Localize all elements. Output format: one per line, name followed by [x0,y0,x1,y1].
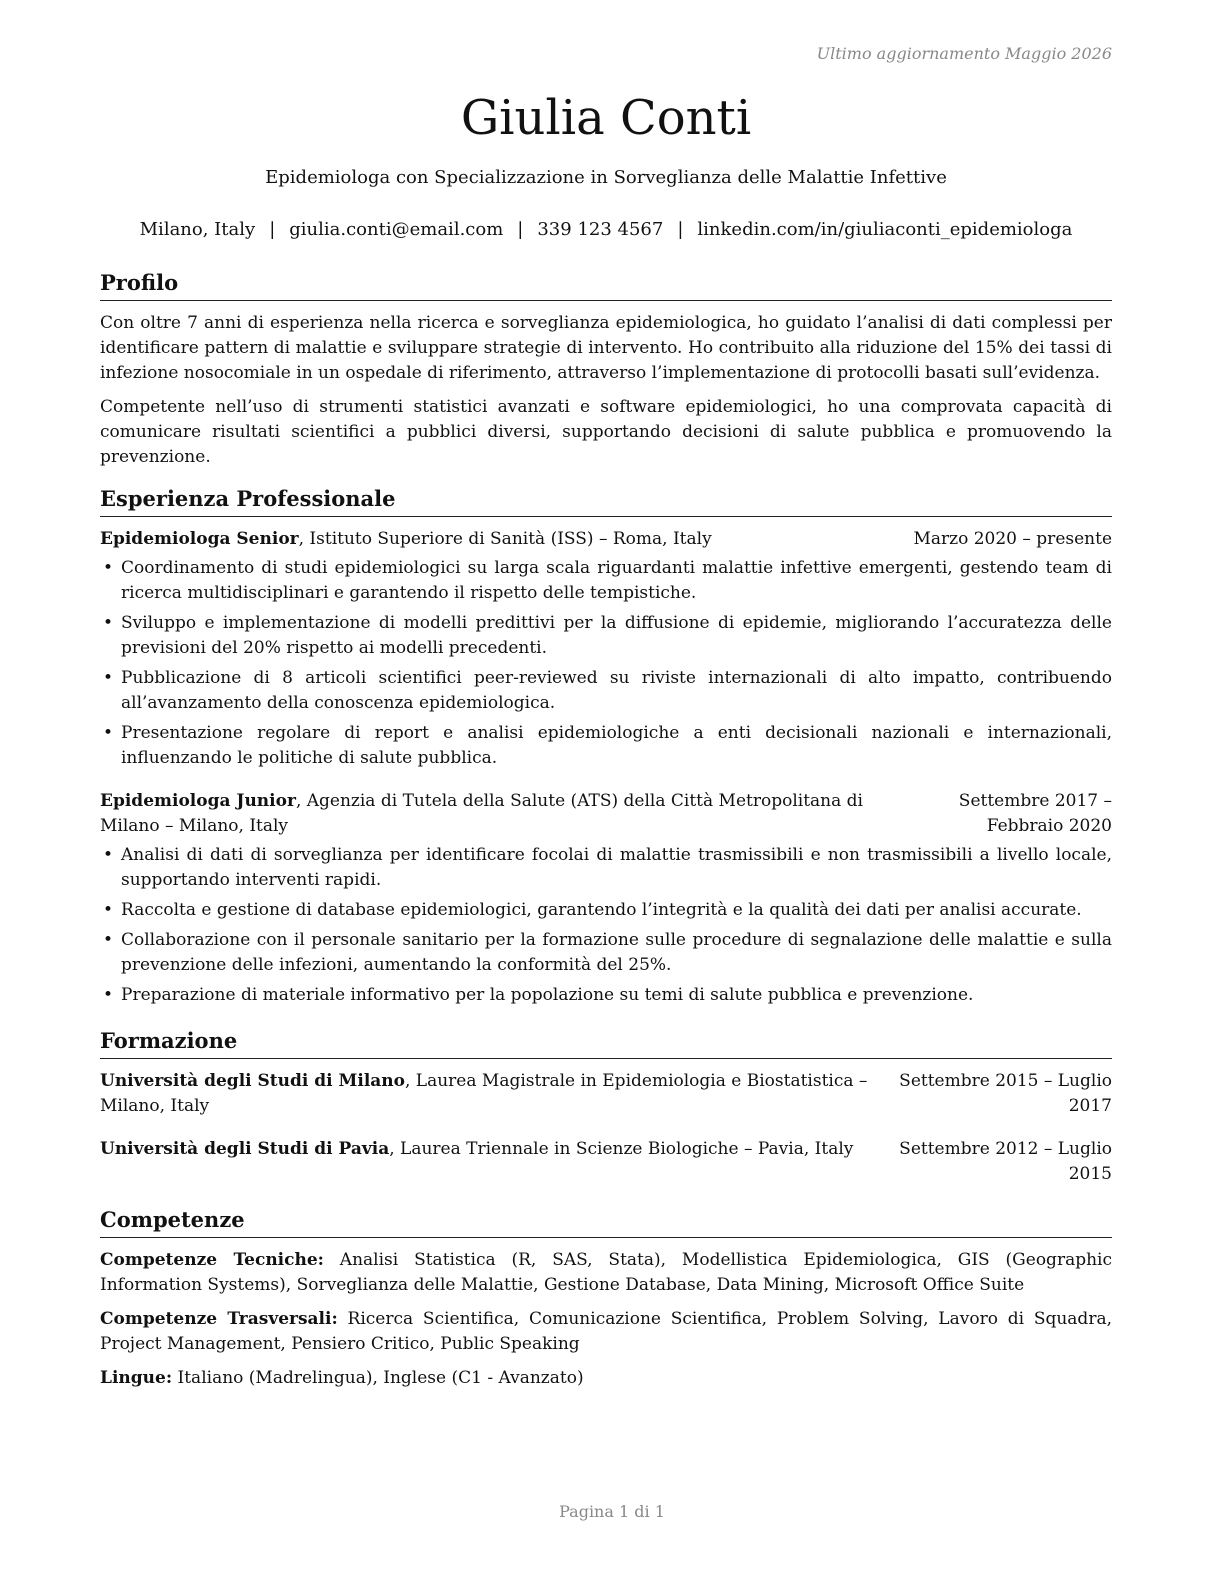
page-number: Pagina 1 di 1 [559,1502,665,1521]
education-entry [100,1137,1112,1187]
skill-label: Competenze Trasversali: [100,1309,338,1329]
education-dates: Settembre 2012 – Luglio 2015 [899,1139,1112,1184]
education-info [100,1069,872,1119]
job-role [100,789,884,839]
contact-separator: | [517,219,524,240]
contact-phone: 339 123 4567 [537,219,664,240]
list-item: • Coordinamento di studi epidemiologici su larga scala riguardanti malattie infettive emergenti, gestendo team di ricerca multidisciplinari e garantendo il rispetto delle tempistiche. [100,556,1112,606]
contact-separator: | [677,219,684,240]
education-school: Università degli Studi di Milano [100,1071,405,1091]
skill-label: Competenze Tecniche: [100,1250,324,1270]
contact-email[interactable]: giulia.conti@email.com [289,219,504,240]
contact-location: Milano, Italy [139,219,256,240]
job-bullets [100,556,1112,771]
skill-line [100,1307,1112,1357]
candidate-name: Giulia Conti [460,90,752,146]
job-header [100,789,1112,839]
skill-value: Ricerca Scientifica, Comunicazione Scientifica, Problem Solving, Lavoro di Squadra, Project Management, Pensiero Critico, Public Speaking [100,1309,1112,1354]
education-heading: Formazione [100,1026,1112,1059]
contact-linkedin[interactable]: linkedin.com/in/giuliaconti_epidemiologa [697,219,1073,240]
education-school: Università degli Studi di Pavia [100,1139,390,1159]
job-title: Epidemiologa Junior [100,791,296,811]
list-item: • Raccolta e gestione di database epidemiologici, garantendo l’integrità e la qualità dei dati per analisi accurate. [100,898,1112,923]
job-role [100,527,913,552]
skill-line [100,1248,1112,1298]
education-section [100,1026,1112,1187]
skill-line [100,1366,1112,1391]
job-organization: , Istituto Superiore di Sanità (ISS) – Roma, Italy [298,529,712,549]
list-item: • Sviluppo e implementazione di modelli predittivi per la diffusione di epidemie, migliorando l’accuratezza delle previsioni del 20% rispetto ai modelli precedenti. [100,611,1112,661]
list-item: • Pubblicazione di 8 articoli scientifici peer-reviewed su riviste internazionali di alto impatto, contribuendo all’avanzamento della conoscenza epidemiologica. [100,666,1112,716]
contact-separator: | [269,219,276,240]
resume-content [100,268,1112,1405]
last-updated-note: Ultimo aggiornamento Maggio 2026 [816,44,1112,63]
experience-section [100,484,1112,1008]
job-entry [100,789,1112,1008]
experience-heading: Esperienza Professionale [100,484,1112,517]
list-item: • Analisi di dati di sorveglianza per identificare focolai di malattie trasmissibili e non trasmissibili a livello locale, supportando interventi rapidi. [100,843,1112,893]
skills-heading: Competenze [100,1205,1112,1238]
education-info [100,1137,872,1162]
list-item: • Collaborazione con il personale sanitario per la formazione sulle procedure di segnalazione delle malattie e sulla prevenzione delle infezioni, aumentando la conformità del 25%. [100,928,1112,978]
skill-value: Italiano (Madrelingua), Inglese (C1 - Avanzato) [172,1368,584,1388]
list-item: • Presentazione regolare di report e analisi epidemiologiche a enti decisionali nazionali e internazionali, influenzando le politiche di salute pubblica. [100,721,1112,771]
profile-paragraph: Con oltre 7 anni di esperienza nella ricerca e sorveglianza epidemiologica, ho guidato l’analisi di dati complessi per identificare pattern di malattie e sviluppare strategie di intervento. Ho contribuito alla riduzione del 15% dei tassi di infezione nosocomiale in un ospedale di riferimento, attraverso l’implementazione di protocolli basati sull’evidenza. [100,313,1112,383]
job-organization: , Agenzia di Tutela della Salute (ATS) della Città Metropolitana di Milano – Milano, Italy [100,791,863,836]
job-title: Epidemiologa Senior [100,529,299,549]
job-dates: Marzo 2020 – presente [913,529,1112,549]
skills-section [100,1205,1112,1391]
education-entry [100,1069,1112,1119]
list-item: • Preparazione di materiale informativo per la popolazione su temi di salute pubblica e prevenzione. [100,983,1112,1008]
job-header [100,527,1112,552]
profile-heading: Profilo [100,268,1112,301]
job-entry [100,527,1112,771]
education-detail: , Laurea Triennale in Scienze Biologiche – Pavia, Italy [389,1139,854,1159]
job-dates: Settembre 2017 – Febbraio 2020 [958,791,1112,836]
skill-label: Lingue: [100,1368,173,1388]
profile-section [100,268,1112,470]
profile-paragraph: Competente nell’uso di strumenti statistici avanzati e software epidemiologici, ho una comprovata capacità di comunicare risultati scientifici a pubblici diversi, supportando decisioni di salute pubblica e promuovendo la prevenzione. [100,397,1112,467]
education-dates: Settembre 2015 – Luglio 2017 [899,1071,1112,1116]
job-bullets [100,843,1112,1008]
candidate-tagline: Epidemiologa con Specializzazione in Sorveglianza delle Malattie Infettive [265,167,947,188]
contact-line [100,219,1112,240]
education-detail: , Laurea Magistrale in Epidemiologia e Biostatistica – Milano, Italy [100,1071,868,1116]
skill-value: Analisi Statistica (R, SAS, Stata), Modellistica Epidemiologica, GIS (Geographic Information Systems), Sorveglianza delle Malattie, Gestione Database, Data Mining, Microsoft Office Suite [100,1250,1112,1295]
